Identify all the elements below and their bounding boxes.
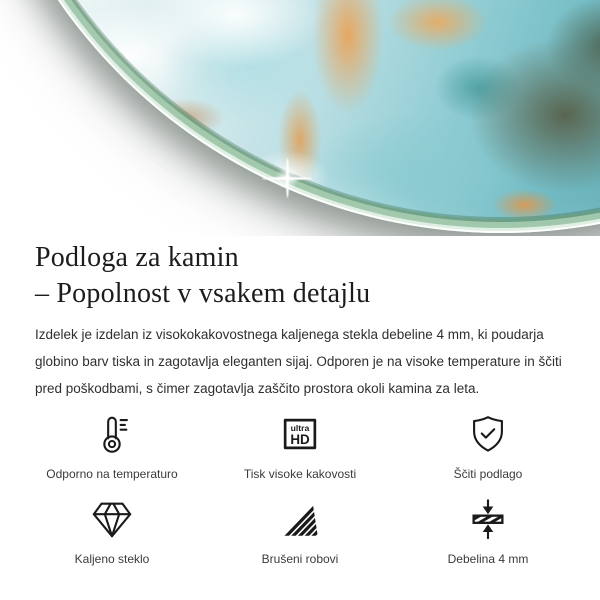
thermometer-icon [89,410,135,458]
feature-grid [0,402,600,566]
glass-edge [0,0,600,233]
page-title-line2: – Popolnost v vsakem detajlu [35,278,371,309]
feature-label: Brušeni robovi [261,552,339,566]
feature-temperature [18,410,206,481]
ultra-hd-icon [277,410,323,458]
beveled-edge-icon [277,495,323,543]
shield-check-icon [465,410,511,458]
feature-polished-edges [206,495,394,566]
page-title [35,240,570,312]
feature-label: Kaljeno steklo [74,552,150,566]
product-image [0,0,600,236]
feature-label: Tisk visoke kakovosti [243,467,357,481]
product-description: Izdelek je izdelan iz visokokakovostnega kaljenega stekla debeline 4 mm, ki poudarja globino barv tiska in zagotavlja eleganten sijaj. Odporen je na visoke temperature in ščiti pred poškodbami, s čimer zagotavlja zaščito prostora okoli kamina za leta. [35,327,562,396]
svg-text:ultra: ultra [290,423,310,434]
page-title-line1: Podloga za kamin [35,242,239,273]
feature-label: Odporno na temperaturo [46,467,178,481]
feature-thickness [394,495,582,566]
feature-tempered-glass [18,495,206,566]
feature-label: Ščiti podlago [453,467,523,481]
feature-print-quality [206,410,394,481]
feature-label: Debelina 4 mm [447,552,529,566]
feature-protection [394,410,582,481]
diamond-icon [89,495,135,543]
svg-text:HD: HD [290,432,310,448]
thickness-icon [465,495,511,543]
